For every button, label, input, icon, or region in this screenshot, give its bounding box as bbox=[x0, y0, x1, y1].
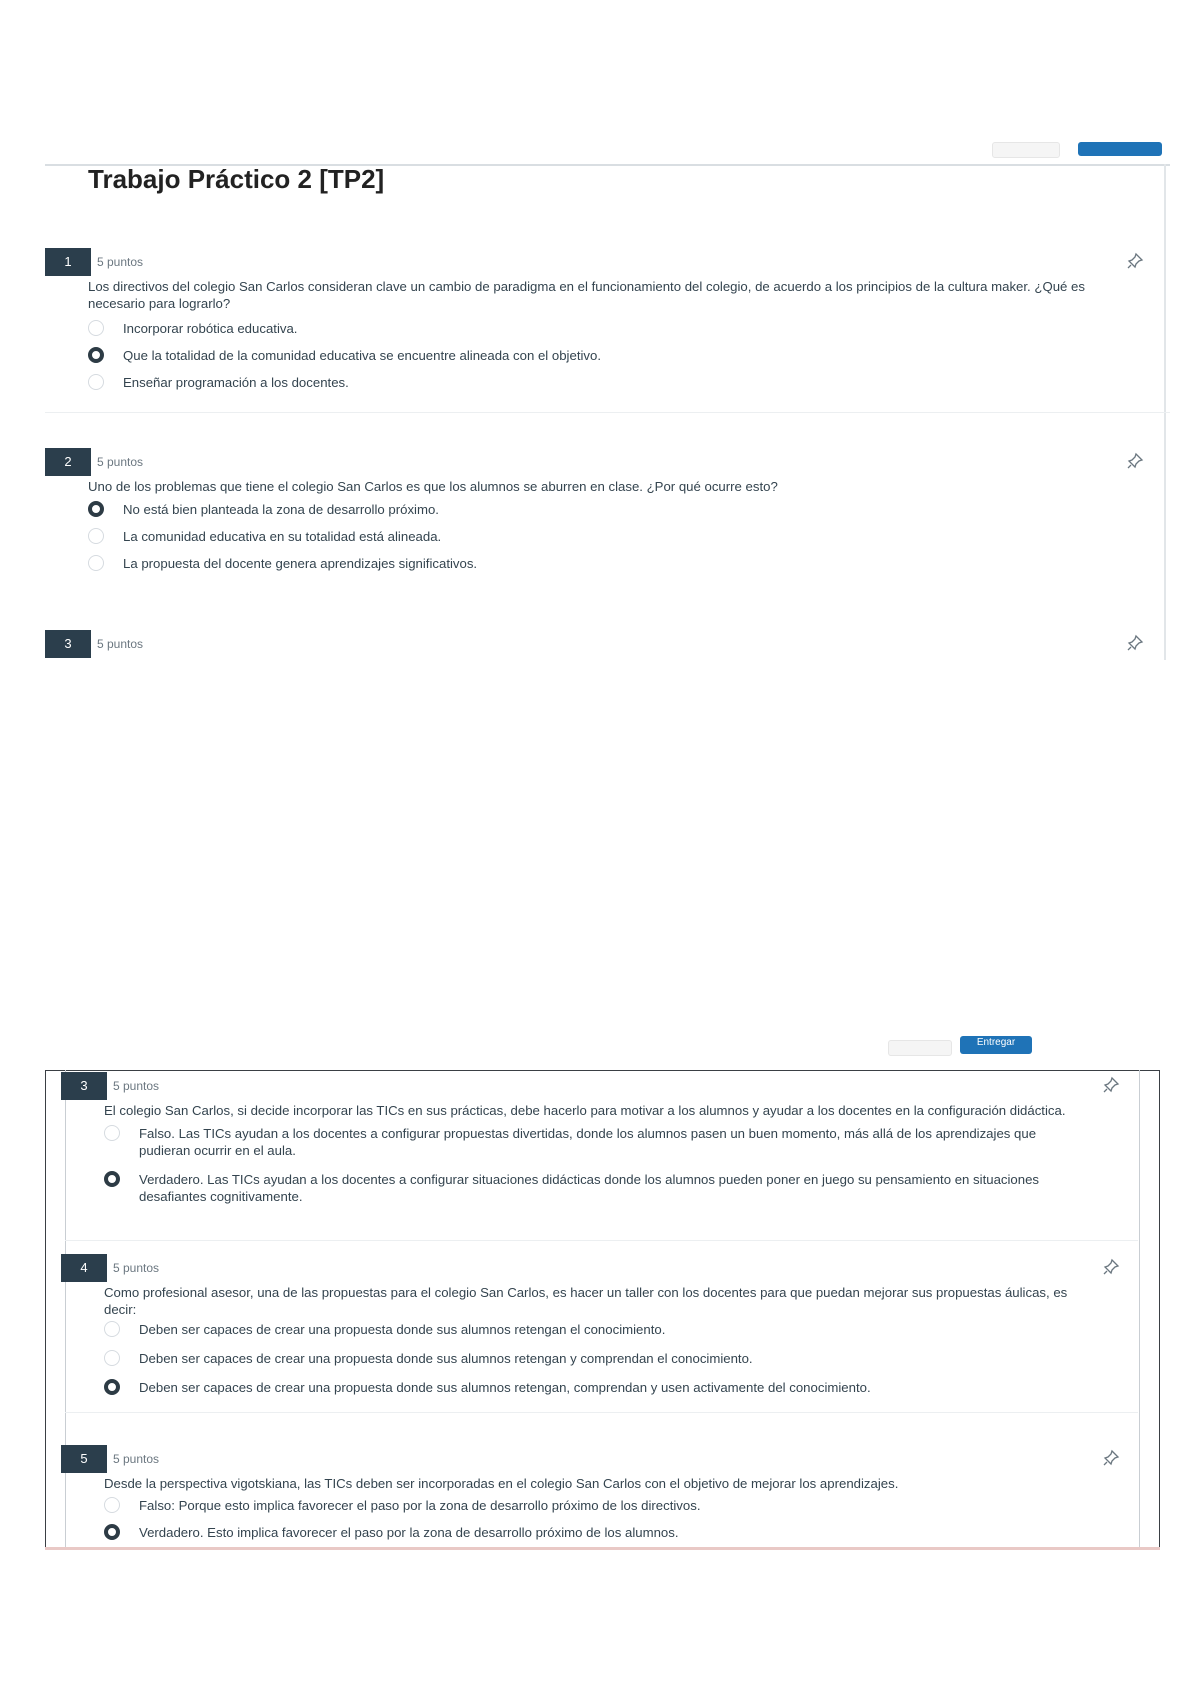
answer-option[interactable] bbox=[88, 347, 1130, 367]
option-label: Deben ser capaces de crear una propuesta donde sus alumnos retengan el conocimiento. bbox=[139, 1322, 666, 1337]
question-2 bbox=[45, 448, 1170, 598]
radio-button[interactable] bbox=[104, 1497, 120, 1513]
radio-button[interactable] bbox=[88, 320, 104, 336]
pin-icon[interactable] bbox=[1126, 452, 1144, 470]
question-number: 3 bbox=[45, 630, 91, 658]
answer-option[interactable] bbox=[88, 555, 1130, 575]
divider bbox=[65, 1412, 1138, 1413]
option-label: Que la totalidad de la comunidad educativa se encuentre alineada con el objetivo. bbox=[123, 348, 602, 363]
question-points: 5 puntos bbox=[113, 1261, 160, 1275]
divider bbox=[65, 1240, 1138, 1241]
question-points: 5 puntos bbox=[113, 1079, 160, 1093]
option-label: Verdadero. Las TICs ayudan a los docentes a configurar situaciones didácticas donde los alumnos pueden poner en juego su pensamiento en situaciones desafiantes cognitivamente. bbox=[139, 1172, 1040, 1204]
option-label: Enseñar programación a los docentes. bbox=[123, 375, 349, 390]
question-text: Los directivos del colegio San Carlos consideran clave un cambio de paradigma en el funcionamiento del colegio, de acuerdo a los principios de la cultura maker. ¿Qué es necesario para lograrlo? bbox=[88, 279, 1085, 311]
answer-option[interactable] bbox=[104, 1497, 1120, 1517]
radio-button[interactable] bbox=[104, 1321, 120, 1337]
option-label: No está bien planteada la zona de desarrollo próximo. bbox=[123, 502, 439, 517]
radio-button[interactable] bbox=[104, 1350, 120, 1366]
radio-button-selected[interactable] bbox=[88, 501, 104, 517]
radio-button[interactable] bbox=[88, 374, 104, 390]
answer-option[interactable] bbox=[104, 1379, 1120, 1399]
answer-option[interactable] bbox=[104, 1350, 1120, 1370]
question-number: 3 bbox=[61, 1072, 107, 1100]
answer-option[interactable] bbox=[104, 1321, 1120, 1341]
pin-icon[interactable] bbox=[1102, 1449, 1120, 1467]
radio-button-selected[interactable] bbox=[88, 347, 104, 363]
bottom-edge bbox=[45, 1547, 1160, 1550]
pin-icon[interactable] bbox=[1126, 252, 1144, 270]
submit-button[interactable] bbox=[1078, 142, 1162, 156]
radio-button[interactable] bbox=[88, 528, 104, 544]
quiz-screenshot-2 bbox=[45, 1030, 1160, 1550]
option-label: Deben ser capaces de crear una propuesta donde sus alumnos retengan, comprendan y usen activamente del conocimiento. bbox=[139, 1380, 871, 1395]
submit-button[interactable]: Entregar bbox=[960, 1036, 1032, 1054]
option-label: Deben ser capaces de crear una propuesta donde sus alumnos retengan y comprendan el conocimiento. bbox=[139, 1351, 753, 1366]
radio-button-selected[interactable] bbox=[104, 1524, 120, 1540]
question-3-header bbox=[45, 630, 1170, 660]
question-points: 5 puntos bbox=[97, 255, 144, 269]
secondary-button[interactable] bbox=[888, 1040, 952, 1056]
question-text: Como profesional asesor, una de las propuestas para el colegio San Carlos, es hacer un taller con los docentes para que puedan mejorar sus propuestas áulicas, es decir: bbox=[104, 1285, 1068, 1317]
question-number: 5 bbox=[61, 1445, 107, 1473]
radio-button[interactable] bbox=[88, 555, 104, 571]
question-5 bbox=[61, 1445, 1160, 1550]
answer-option[interactable] bbox=[88, 320, 1130, 340]
question-text: Desde la perspectiva vigotskiana, las TICs deben ser incorporadas en el colegio San Carlos con el objetivo de mejorar los aprendizajes. bbox=[104, 1476, 899, 1491]
question-points: 5 puntos bbox=[97, 455, 144, 469]
page-title: Trabajo Práctico 2 [TP2] bbox=[88, 164, 385, 194]
option-label: Falso: Porque esto implica favorecer el paso por la zona de desarrollo próximo de los directivos. bbox=[139, 1498, 701, 1513]
secondary-button[interactable] bbox=[992, 142, 1060, 158]
option-label: Falso. Las TICs ayudan a los docentes a configurar propuestas divertidas, donde los alumnos pasen un buen momento, más allá de los aprendizajes que pudieran ocurrir en el aula. bbox=[139, 1126, 1037, 1158]
answer-option[interactable] bbox=[88, 528, 1130, 548]
question-1 bbox=[45, 248, 1170, 438]
divider bbox=[45, 412, 1170, 413]
option-label: La propuesta del docente genera aprendizajes significativos. bbox=[123, 556, 478, 571]
radio-button[interactable] bbox=[104, 1125, 120, 1141]
question-number: 2 bbox=[45, 448, 91, 476]
question-points: 5 puntos bbox=[113, 1452, 160, 1466]
question-points: 5 puntos bbox=[97, 637, 144, 651]
answer-option[interactable] bbox=[104, 1125, 1090, 1161]
answer-option[interactable] bbox=[88, 501, 1130, 521]
question-text: Uno de los problemas que tiene el colegio San Carlos es que los alumnos se aburren en clase. ¿Por qué ocurre esto? bbox=[88, 479, 778, 494]
question-4 bbox=[61, 1254, 1160, 1424]
answer-option[interactable] bbox=[104, 1524, 1120, 1544]
answer-option[interactable] bbox=[104, 1171, 1090, 1207]
pin-icon[interactable] bbox=[1102, 1258, 1120, 1276]
quiz-screenshot-1 bbox=[45, 130, 1170, 660]
top-toolbar bbox=[45, 130, 1170, 166]
answer-option[interactable] bbox=[88, 374, 1130, 394]
option-label: La comunidad educativa en su totalidad está alineada. bbox=[123, 529, 442, 544]
question-number: 1 bbox=[45, 248, 91, 276]
radio-button-selected[interactable] bbox=[104, 1379, 120, 1395]
pin-icon[interactable] bbox=[1102, 1076, 1120, 1094]
option-label: Incorporar robótica educativa. bbox=[123, 321, 298, 336]
option-label: Verdadero. Esto implica favorecer el paso por la zona de desarrollo próximo de los alumnos. bbox=[139, 1525, 679, 1540]
pin-icon[interactable] bbox=[1126, 634, 1144, 652]
question-text: El colegio San Carlos, si decide incorporar las TICs en sus prácticas, debe hacerlo para motivar a los alumnos y ayudar a los docentes en la configuración didáctica. bbox=[104, 1103, 1066, 1118]
radio-button-selected[interactable] bbox=[104, 1171, 120, 1187]
question-3 bbox=[61, 1072, 1160, 1252]
question-number: 4 bbox=[61, 1254, 107, 1282]
